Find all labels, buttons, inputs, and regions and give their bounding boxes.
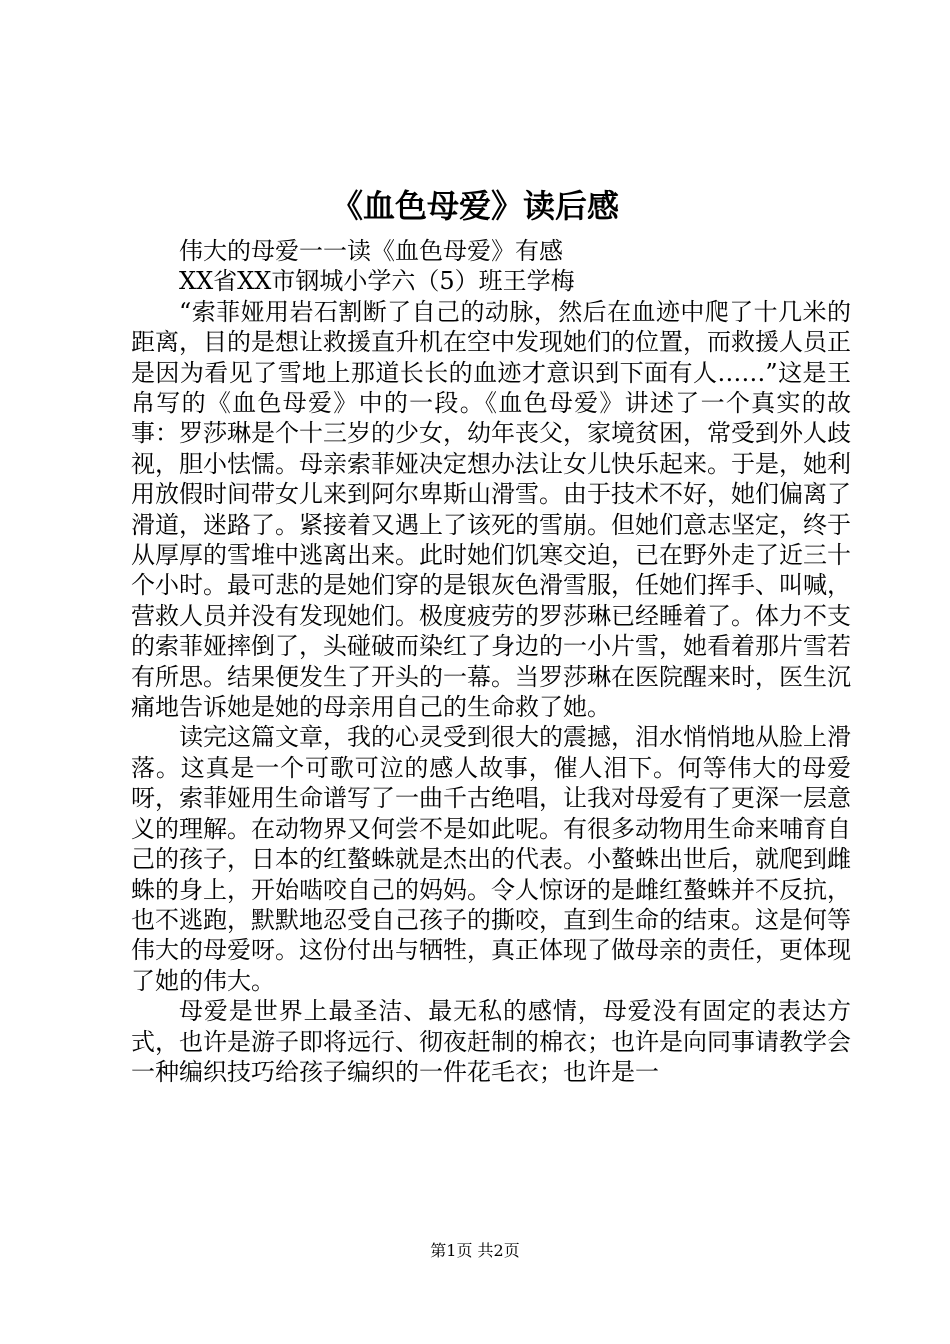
paragraph-3: 母爱是世界上最圣洁、最无私的感情，母爱没有固定的表达方式，也许是游子即将远行、彻夜赶制的棉衣；也许是向同事请教学会一种编织技巧给孩子编织的一件花毛衣；也许是一 — [131, 997, 851, 1086]
document-title: 《血色母爱》读后感 — [330, 187, 619, 225]
paragraph-2: 读完这篇文章，我的心灵受到很大的震撼，泪水悄悄地从脸上滑落。这真是一个可歌可泣的感人故事，催人泪下。何等伟大的母爱呀，索菲娅用生命谱写了一曲千古绝唱，让我对母爱有了更深一层意义的理解。在动物界又何尝不是如此呢。有很多动物用生命来哺育自己的孩子，日本的红螯蛛就是杰出的代表。小螯蛛出世后，就爬到雌蛛的身上，开始啮咬自己的妈妈。令人惊讶的是雌红螯蛛并不反抗，也不逃跑，默默地忍受自己孩子的撕咬，直到生命的结束。这是何等伟大的母爱呀。这份付出与牺牲，真正体现了做母亲的责任，更体现了她的伟大。 — [131, 723, 851, 995]
author-line: XX省XX市钢城小学六（5）班王学梅 — [179, 267, 575, 296]
page-footer: 第1页 共2页 — [430, 1241, 520, 1260]
document-body — [131, 236, 851, 1087]
subtitle: 伟大的母爱一一读《血色母爱》有感 — [179, 237, 563, 265]
paragraph-1: “索菲娅用岩石割断了自己的动脉，然后在血迹中爬了十几米的距离，目的是想让救援直升机在空中发现她们的位置，而救援人员正是因为看见了雪地上那道长长的血迹才意识到下面有人……”这是王帛写的《血色母爱》中的一段。《血色母爱》讲述了一个真实的故事：罗莎琳是个十三岁的少女，幼年丧父，家境贫困，常受到外人歧视，胆小怯懦。母亲索菲娅决定想办法让女儿快乐起来。于是，她利用放假时间带女儿来到阿尔卑斯山滑雪。由于技术不好，她们偏离了滑道，迷路了。紧接着又遇上了该死的雪崩。但她们意志坚定，终于从厚厚的雪堆中逃离出来。此时她们饥寒交迫，已在野外走了近三十个小时。最可悲的是她们穿的是银灰色滑雪服，任她们挥手、叫喊，营救人员并没有发现她们。极度疲劳的罗莎琳已经睡着了。体力不支的索菲娅摔倒了，头碰破而染红了身边的一小片雪，她看着那片雪若有所思。结果便发生了开头的一幕。当罗莎琳在医院醒来时，医生沉痛地告诉她是她的母亲用自己的生命救了她。 — [131, 297, 851, 722]
